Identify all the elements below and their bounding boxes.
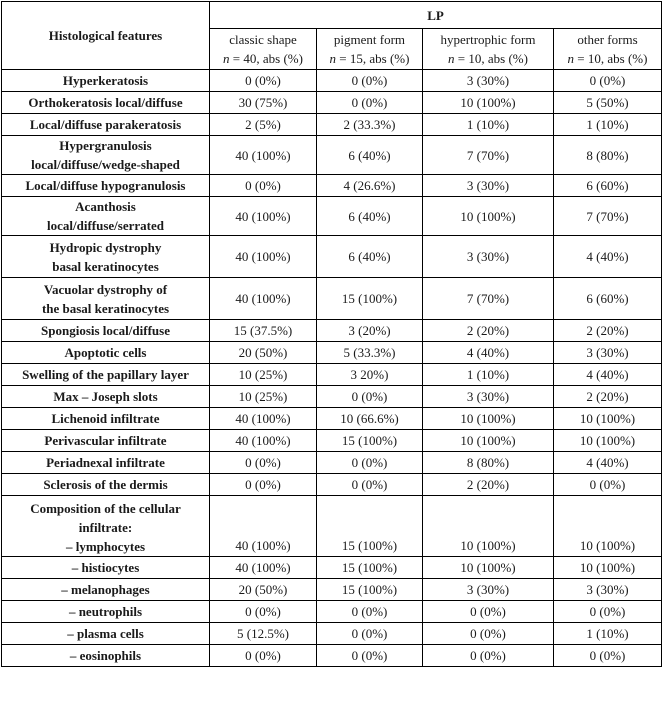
value-cell: 40 (100%) [210,496,317,557]
value-cell: 0 (0%) [554,645,662,667]
composition-row [2,579,662,601]
composition-feature: – plasma cells [67,626,144,641]
value-cell: 2 (20%) [554,386,662,408]
value-cell: 3 20%) [317,364,423,386]
composition-row [2,601,662,623]
feature-line: Hydropic dystrophy [49,239,162,255]
value-cell: 0 (0%) [210,601,317,623]
value-cell: 3 (30%) [554,579,662,601]
value-cell: 3 (30%) [423,175,554,197]
table-row [2,386,662,408]
value-cell: 4 (40%) [554,452,662,474]
table-row [2,452,662,474]
column-n: n = 10, abs (%) [567,51,648,66]
feature-line: local/diffuse/wedge-shaped [31,157,180,172]
feature-line: Orthokeratosis local/diffuse [28,95,183,110]
value-cell: 0 (0%) [423,645,554,667]
value-cell: 8 (80%) [423,452,554,474]
feature-cell [2,557,210,579]
value-cell: 3 (20%) [317,320,423,342]
value-cell: 20 (50%) [210,579,317,601]
value-cell: 3 (30%) [554,342,662,364]
value-cell: 15 (100%) [317,496,423,557]
feature-cell [2,430,210,452]
value-cell: 2 (5%) [210,114,317,136]
value-cell: 0 (0%) [317,645,423,667]
composition-feature: – histiocytes [71,560,140,575]
value-cell: 10 (100%) [554,430,662,452]
column-label: classic shape [229,32,297,47]
feature-line: basal keratinocytes [52,258,159,274]
value-cell: 0 (0%) [423,623,554,645]
value-cell: 40 (100%) [210,557,317,579]
value-cell: 30 (75%) [210,92,317,114]
composition-row [2,645,662,667]
value-cell: 10 (25%) [210,364,317,386]
value-cell: 0 (0%) [554,601,662,623]
column-header [210,29,317,70]
value-cell: 5 (33.3%) [317,342,423,364]
table-row [2,408,662,430]
value-cell: 10 (100%) [423,197,554,236]
table-row [2,175,662,197]
value-cell: 0 (0%) [317,92,423,114]
value-cell: 5 (12.5%) [210,623,317,645]
feature-column-header: Histological features [2,2,210,70]
group-header-lp: LP [210,2,662,29]
value-cell: 3 (30%) [423,236,554,278]
feature-line: Max – Joseph slots [53,389,158,404]
feature-cell [2,408,210,430]
histology-table [1,1,662,667]
feature-line: Swelling of the papillary layer [22,367,189,382]
value-cell: 40 (100%) [210,408,317,430]
value-cell: 40 (100%) [210,197,317,236]
feature-line: Local/diffuse parakeratosis [29,117,182,132]
value-cell: 15 (100%) [317,557,423,579]
composition-feature: – lymphocytes [65,539,146,554]
value-cell: 6 (40%) [317,136,423,175]
value-cell: 10 (100%) [554,557,662,579]
value-cell: 40 (100%) [210,430,317,452]
feature-cell [2,645,210,667]
feature-cell [2,175,210,197]
value-cell: 4 (40%) [554,236,662,278]
value-cell: 7 (70%) [554,197,662,236]
feature-line: the basal keratinocytes [41,300,170,316]
feature-cell [2,197,210,236]
column-header [317,29,423,70]
value-cell: 10 (25%) [210,386,317,408]
value-cell: 15 (100%) [317,278,423,320]
value-cell: 0 (0%) [317,386,423,408]
value-cell: 0 (0%) [317,474,423,496]
table-row [2,430,662,452]
feature-cell [2,474,210,496]
value-cell: 5 (50%) [554,92,662,114]
value-cell: 0 (0%) [317,452,423,474]
column-header [423,29,554,70]
table-row [2,92,662,114]
value-cell: 7 (70%) [423,278,554,320]
composition-feature: – eosinophils [69,648,142,663]
value-cell: 10 (100%) [554,496,662,557]
feature-cell [2,386,210,408]
column-label: pigment form [333,32,406,47]
composition-heading-line: Composition of the cellular [30,501,181,516]
feature-line: Hypergranulosis [59,138,152,153]
value-cell: 20 (50%) [210,342,317,364]
value-cell: 40 (100%) [210,278,317,320]
column-label: other forms [577,32,638,47]
composition-heading-line: infiltrate: [78,520,133,535]
feature-cell [2,623,210,645]
value-cell: 1 (10%) [423,364,554,386]
table-row [2,278,662,320]
feature-cell [2,320,210,342]
column-header [554,29,662,70]
feature-cell [2,114,210,136]
header-row-group [2,2,662,29]
value-cell: 10 (100%) [423,92,554,114]
column-label: hypertrophic form [440,32,536,47]
value-cell: 40 (100%) [210,236,317,278]
value-cell: 15 (37.5%) [210,320,317,342]
column-n: n = 40, abs (%) [223,51,303,66]
feature-cell [2,92,210,114]
composition-feature: – melanophages [61,582,150,597]
value-cell: 7 (70%) [423,136,554,175]
value-cell: 0 (0%) [317,601,423,623]
value-cell: 10 (100%) [423,408,554,430]
feature-line: Lichenoid infiltrate [51,411,160,426]
feature-line: local/diffuse/serrated [47,218,164,233]
value-cell: 40 (100%) [210,136,317,175]
table-row [2,320,662,342]
value-cell: 1 (10%) [423,114,554,136]
value-cell: 1 (10%) [554,114,662,136]
feature-line: Acanthosis [75,199,136,214]
feature-cell [2,579,210,601]
table-row [2,114,662,136]
value-cell: 3 (30%) [423,386,554,408]
feature-cell [2,601,210,623]
value-cell: 2 (20%) [423,320,554,342]
feature-line: Periadnexal infiltrate [46,455,165,470]
value-cell: 6 (40%) [317,197,423,236]
feature-cell [2,278,210,320]
feature-cell [2,342,210,364]
feature-cell [2,364,210,386]
value-cell: 0 (0%) [210,175,317,197]
table-row [2,70,662,92]
value-cell: 15 (100%) [317,579,423,601]
value-cell: 10 (100%) [554,408,662,430]
feature-line: Apoptotic cells [64,345,147,360]
feature-cell [2,136,210,175]
composition-row [2,557,662,579]
table-row [2,364,662,386]
value-cell: 0 (0%) [210,474,317,496]
value-cell: 0 (0%) [554,70,662,92]
value-cell: 10 (66.6%) [317,408,423,430]
table-row [2,474,662,496]
feature-line: Sclerosis of the dermis [43,477,168,492]
value-cell: 3 (30%) [423,579,554,601]
value-cell: 4 (26.6%) [317,175,423,197]
value-cell: 10 (100%) [423,557,554,579]
value-cell: 2 (20%) [554,320,662,342]
table-row [2,236,662,278]
composition-feature: – neutrophils [68,604,143,619]
value-cell: 4 (40%) [554,364,662,386]
value-cell: 10 (100%) [423,430,554,452]
value-cell: 0 (0%) [210,645,317,667]
feature-line: Spongiosis local/diffuse [41,323,170,338]
table-row [2,342,662,364]
value-cell: 6 (60%) [554,175,662,197]
value-cell: 6 (60%) [554,278,662,320]
value-cell: 0 (0%) [317,70,423,92]
value-cell: 0 (0%) [210,70,317,92]
feature-line: Vacuolar dystrophy of [43,281,168,297]
value-cell: 4 (40%) [423,342,554,364]
value-cell: 6 (40%) [317,236,423,278]
value-cell: 2 (33.3%) [317,114,423,136]
column-n: n = 15, abs (%) [329,51,410,66]
column-n: n = 10, abs (%) [448,51,528,66]
feature-cell [2,236,210,278]
value-cell: 1 (10%) [554,623,662,645]
feature-line: Hyperkeratosis [62,73,149,88]
table-row [2,136,662,175]
table-row [2,197,662,236]
value-cell: 0 (0%) [210,452,317,474]
value-cell: 15 (100%) [317,430,423,452]
value-cell: 8 (80%) [554,136,662,175]
feature-line: Perivascular infiltrate [44,433,167,448]
feature-cell [2,452,210,474]
feature-cell [2,70,210,92]
feature-line: Local/diffuse hypogranulosis [25,178,186,193]
composition-row [2,496,662,557]
value-cell: 2 (20%) [423,474,554,496]
value-cell: 0 (0%) [423,601,554,623]
value-cell: 3 (30%) [423,70,554,92]
value-cell: 0 (0%) [554,474,662,496]
composition-row [2,623,662,645]
feature-cell [2,496,210,557]
value-cell: 10 (100%) [423,496,554,557]
value-cell: 0 (0%) [317,623,423,645]
